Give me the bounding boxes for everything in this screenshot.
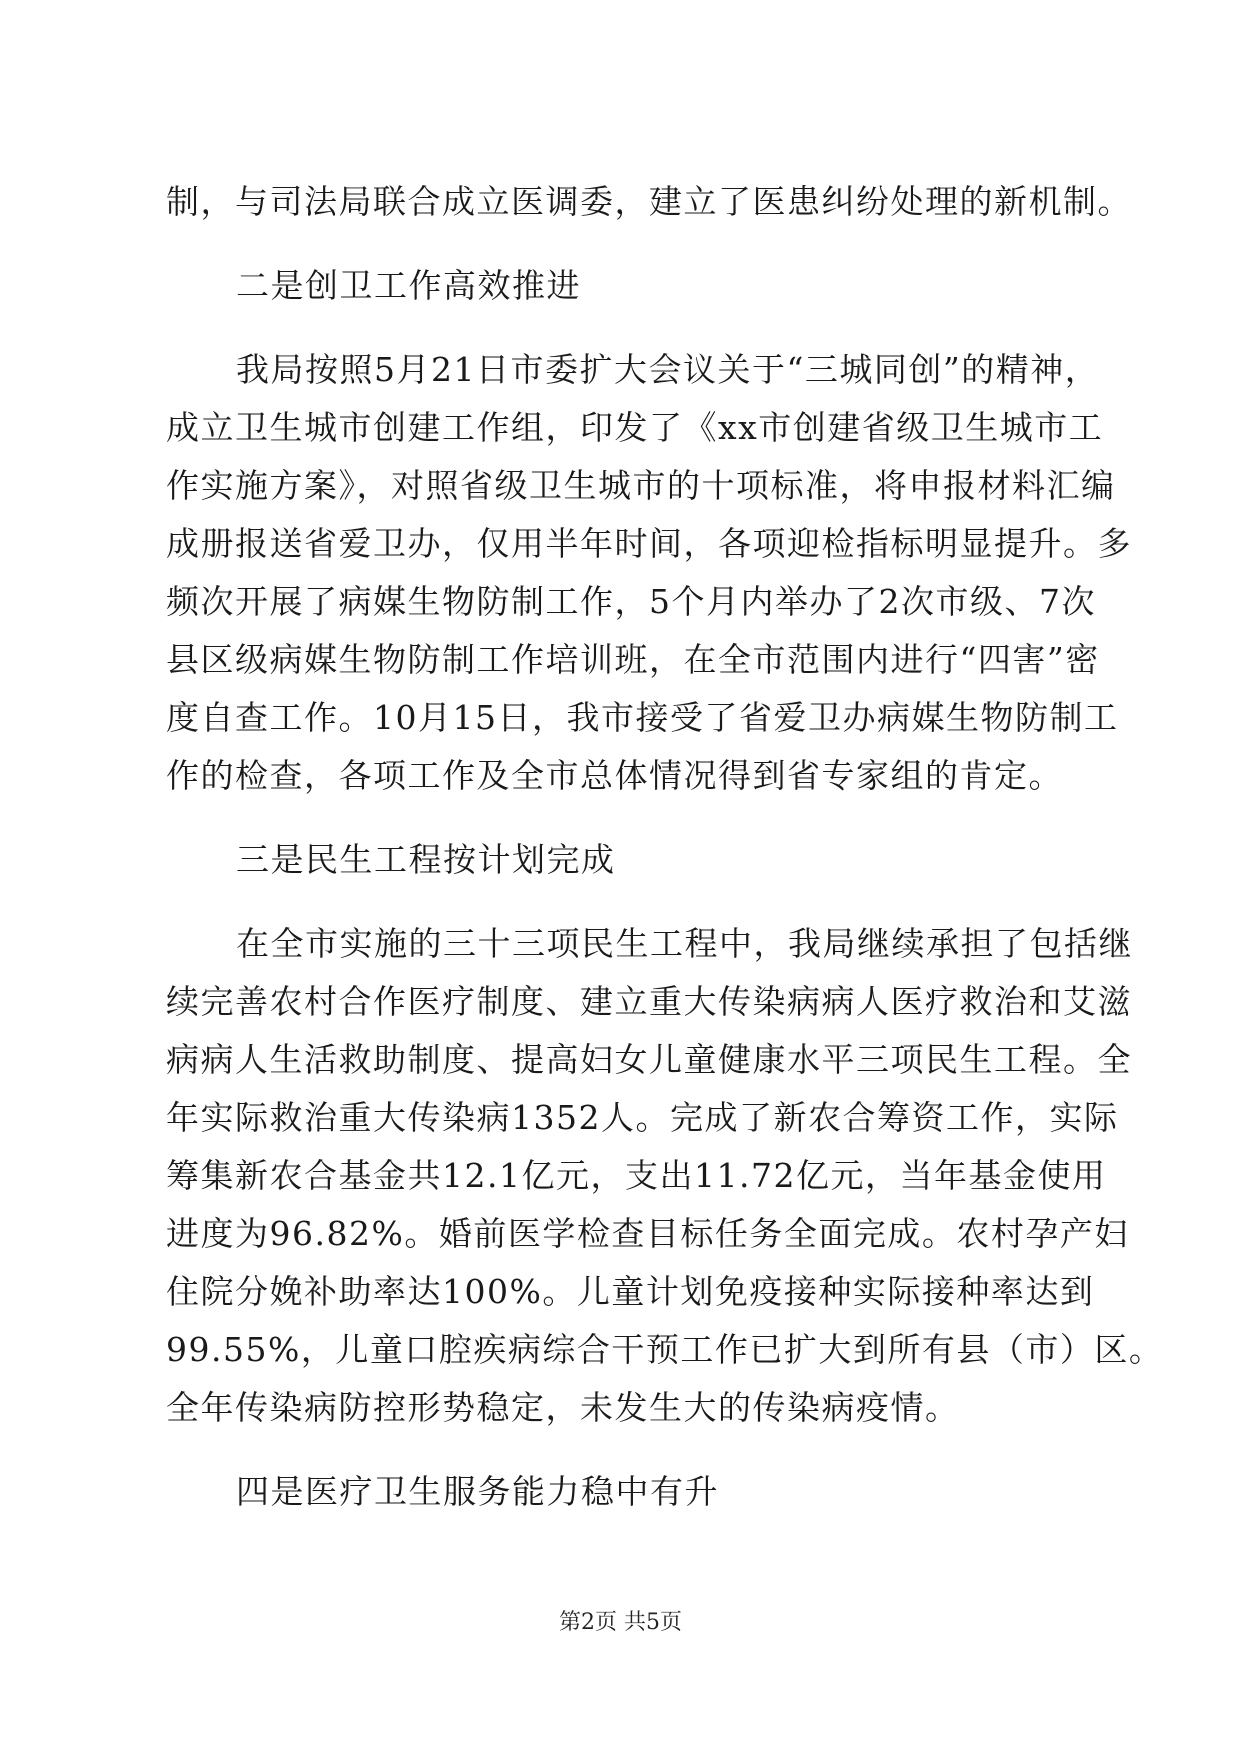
- body-text-line: 作的检查，各项工作及全市总体情况得到省专家组的肯定。: [166, 756, 1063, 795]
- body-text-line: 年实际救治重大传染病1352人。完成了新农合筹资工作，实际: [166, 1098, 1119, 1137]
- section-heading: 二是创卫工作高效推进: [236, 266, 581, 305]
- body-text-line: 成册报送省爱卫办，仅用半年时间，各项迎检指标明显提升。多: [166, 524, 1132, 563]
- section-heading: 三是民生工程按计划完成: [236, 840, 616, 879]
- body-text-line: 进度为96.82%。婚前医学检查目标任务全面完成。农村孕产妇: [166, 1214, 1129, 1253]
- body-text-line: 99.55%，儿童口腔疾病综合干预工作已扩大到所有县（市）区。: [166, 1330, 1164, 1369]
- body-text-line: 县区级病媒生物防制工作培训班，在全市范围内进行“四害”密: [166, 640, 1100, 679]
- body-text-line: 作实施方案》，对照省级卫生城市的十项标准，将申报材料汇编: [166, 466, 1116, 505]
- body-text-line: 度自查工作。10月15日，我市接受了省爱卫办病媒生物防制工: [166, 698, 1119, 737]
- section-heading: 四是医疗卫生服务能力稳中有升: [236, 1472, 719, 1511]
- body-text-line: 全年传染病防控形势稳定，未发生大的传染病疫情。: [166, 1388, 960, 1427]
- body-text-line: 制，与司法局联合成立医调委，建立了医患纠纷处理的新机制。: [166, 182, 1132, 221]
- body-text-line: 住院分娩补助率达100%。儿童计划免疫接种实际接种率达到: [166, 1272, 1095, 1311]
- body-text-line: 成立卫生城市创建工作组，印发了《xx市创建省级卫生城市工: [166, 408, 1104, 447]
- body-text-line: 筹集新农合基金共12.1亿元，支出11.72亿元，当年基金使用: [166, 1156, 1107, 1195]
- body-text-line: 在全市实施的三十三项民生工程中，我局继续承担了包括继: [236, 924, 1133, 963]
- body-text-line: 续完善农村合作医疗制度、建立重大传染病病人医疗救治和艾滋: [166, 982, 1132, 1021]
- body-text-line: 我局按照5月21日市委扩大会议关于“三城同创”的精神，: [236, 350, 1100, 389]
- body-text-line: 频次开展了病媒生物防制工作，5个月内举办了2次市级、7次: [166, 582, 1096, 621]
- page-number-footer: 第2页 共5页: [559, 1610, 682, 1635]
- body-text-line: 病病人生活救助制度、提高妇女儿童健康水平三项民生工程。全: [166, 1040, 1132, 1079]
